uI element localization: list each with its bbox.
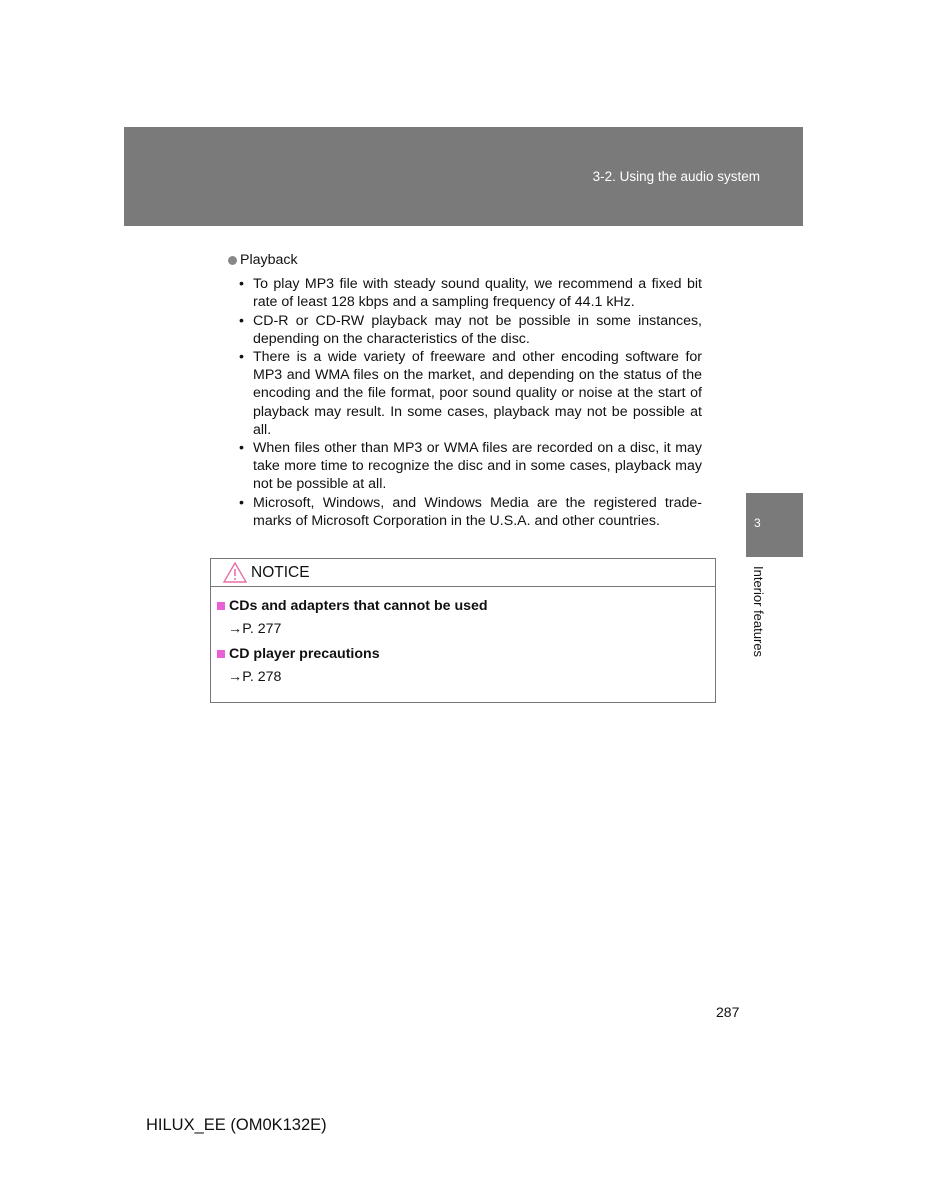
- playback-bullet-list: [228, 275, 702, 530]
- playback-heading: [228, 251, 702, 269]
- list-item: • To play MP3 file with steady sound quality, we recommend a fixed bit rate of least 128 kbps and a sampling frequency of 44.1 kHz.: [228, 275, 702, 311]
- chapter-number: 3: [754, 516, 761, 530]
- notice-body: [211, 587, 715, 687]
- notice-item-title: [217, 597, 715, 615]
- notice-title: NOTICE: [251, 563, 310, 581]
- chapter-tab: [746, 493, 803, 557]
- notice-box: [210, 558, 716, 703]
- list-item: • Microsoft, Windows, and Windows Media are the registered trade-marks of Microsoft Corporation in the U.S.A. and other countries.: [228, 494, 702, 530]
- playback-heading-label: Playback: [240, 252, 298, 268]
- warning-triangle-icon: [223, 562, 247, 583]
- list-item: • There is a wide variety of freeware and other encoding software for MP3 and WMA files on the market, and depending on the status of the encoding and the file format, poor sound quality or noise at the start of playback may result. In some cases, playback may not be possible at all.: [228, 348, 702, 439]
- chapter-label: Interior features: [751, 566, 766, 658]
- header-band: [124, 127, 803, 226]
- notice-item-label: CD player precautions: [229, 646, 380, 662]
- footer-code: HILUX_EE (OM0K132E): [146, 1116, 327, 1134]
- playback-section: [228, 251, 702, 530]
- page-reference-link[interactable]: →P. 278: [228, 669, 282, 685]
- page-reference-link[interactable]: →P. 277: [228, 621, 282, 637]
- pink-square-icon: [217, 650, 225, 658]
- notice-header: [211, 559, 715, 587]
- notice-item-label: CDs and adapters that cannot be used: [229, 598, 488, 614]
- page-number: 287: [716, 1004, 740, 1020]
- list-item: • CD-R or CD-RW playback may not be possible in some instances, depending on the characteristics of the disc.: [228, 312, 702, 348]
- pink-square-icon: [217, 602, 225, 610]
- bullet-dot-icon: [228, 256, 237, 265]
- list-item: • When files other than MP3 or WMA files are recorded on a disc, it may take more time to recognize the disc and in some cases, playback may not be possible at all.: [228, 439, 702, 494]
- section-title: 3-2. Using the audio system: [592, 169, 760, 184]
- notice-item-title: [217, 645, 715, 663]
